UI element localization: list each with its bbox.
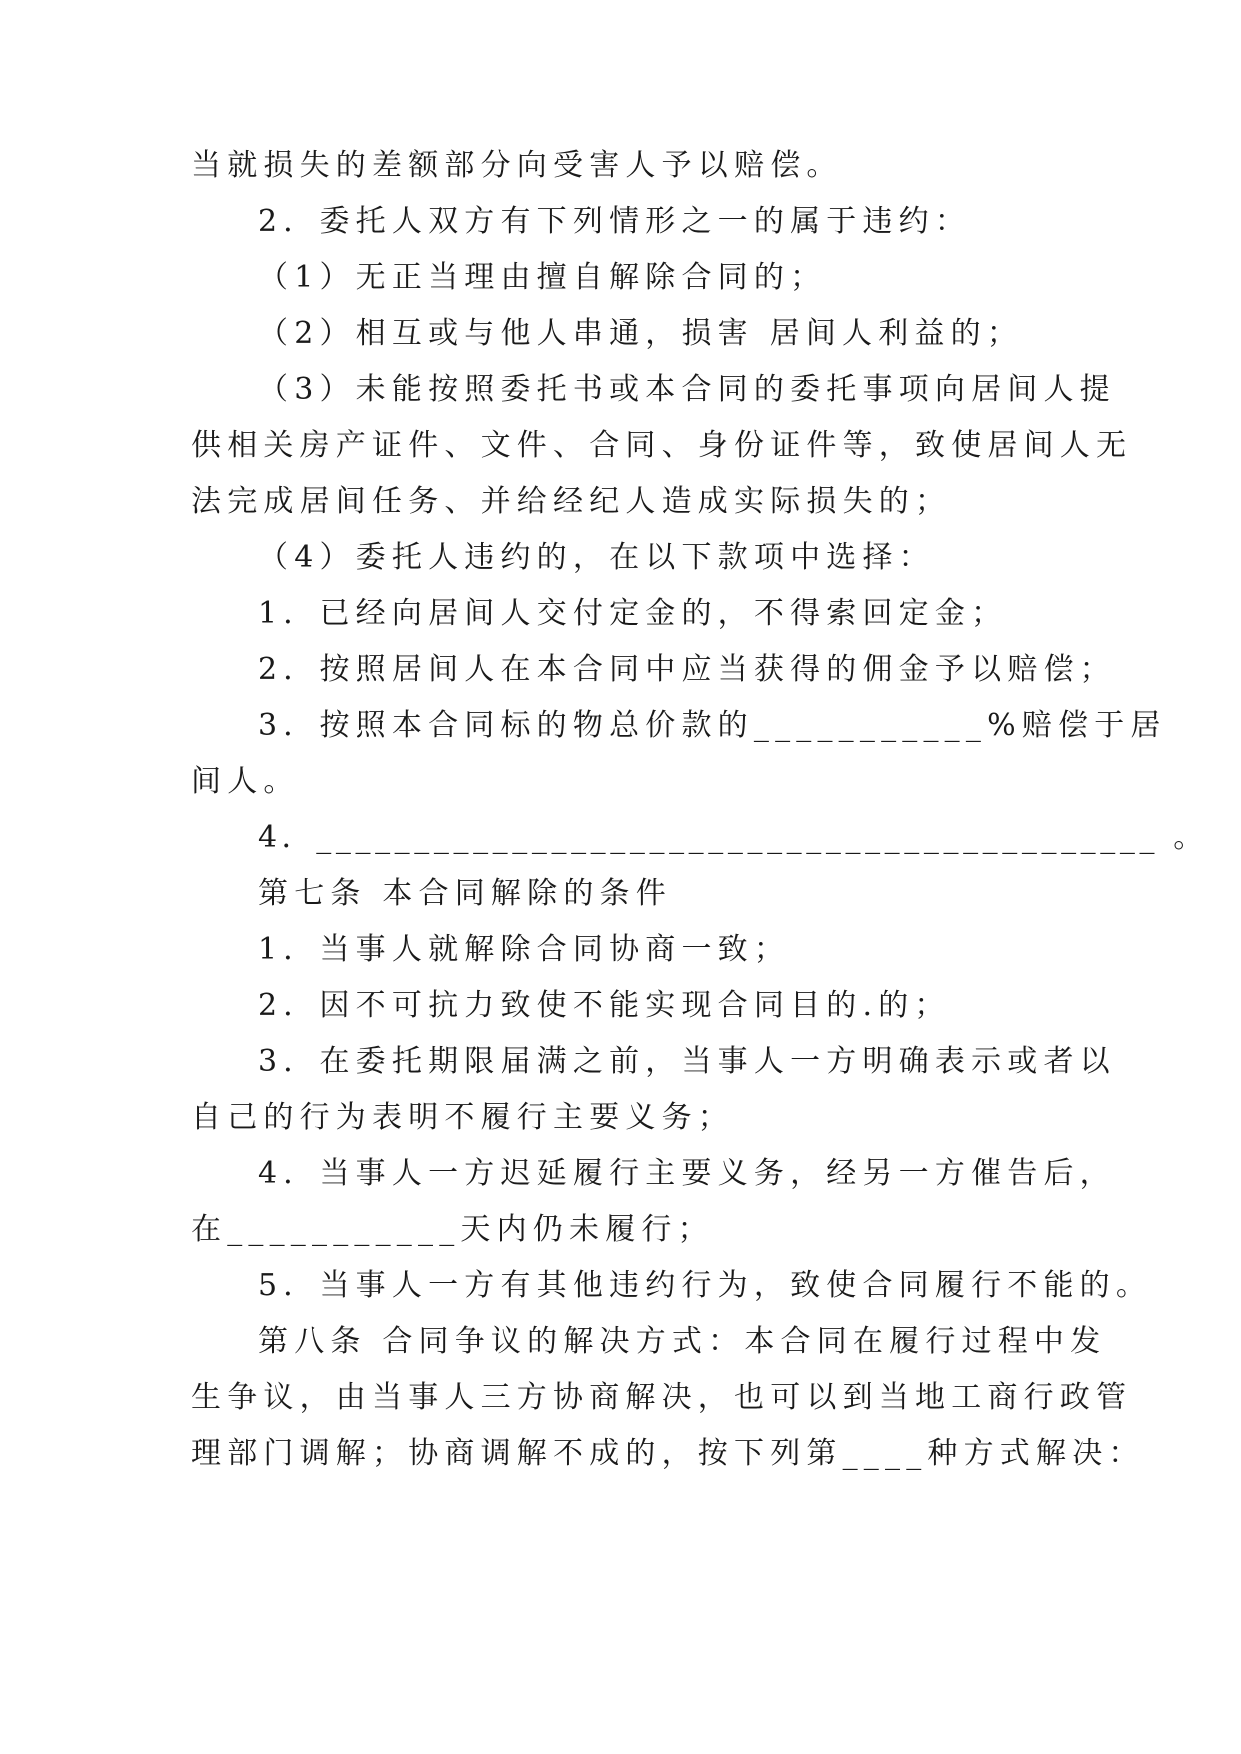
- text-line: 4．当事人一方迟延履行主要义务，经另一方催告后，: [258, 1156, 1116, 1191]
- section-heading: 第八条 合同争议的解决方式：本合同在履行过程中发: [258, 1324, 1107, 1359]
- text-line: 供相关房产证件、文件、合同、身份证件等，致使居间人无: [191, 428, 1133, 463]
- text-line: 法完成居间任务、并给经纪人造成实际损失的；: [191, 484, 952, 519]
- text-line: 1．已经向居间人交付定金的，不得索回定金；: [258, 596, 1008, 631]
- text-line: 间人。: [191, 764, 300, 799]
- text-line: 3．在委托期限届满之前，当事人一方明确表示或者以: [258, 1044, 1116, 1079]
- section-heading: 第七条 本合同解除的条件: [258, 876, 672, 911]
- text-line: 在___________天内仍未履行；: [191, 1212, 714, 1247]
- text-line: 4．___________________________________________ 。: [258, 820, 1208, 855]
- text-line: 2．因不可抗力致使不能实现合同目的.的；: [258, 988, 951, 1023]
- text-line: （2）相互或与他人串通，损害 居间人利益的；: [258, 316, 1024, 351]
- text-line: （4）委托人违约的，在以下款项中选择：: [258, 540, 935, 575]
- text-line: （1）无正当理由擅自解除合同的；: [258, 260, 827, 295]
- text-line: 1．当事人就解除合同协商一致；: [258, 932, 791, 967]
- text-line: 自己的行为表明不履行主要义务；: [191, 1100, 734, 1135]
- text-line: 5．当事人一方有其他违约行为，致使合同履行不能的。: [258, 1268, 1153, 1303]
- text-line: 生争议，由当事人三方协商解决，也可以到当地工商行政管: [191, 1380, 1133, 1415]
- text-line: 当就损失的差额部分向受害人予以赔偿。: [191, 148, 843, 183]
- text-line: 2．委托人双方有下列情形之一的属于违约：: [258, 204, 972, 239]
- text-line: 理部门调解；协商调解不成的，按下列第____种方式解决：: [191, 1436, 1145, 1471]
- text-line: 2．按照居间人在本合同中应当获得的佣金予以赔偿；: [258, 652, 1116, 687]
- text-line: 3．按照本合同标的物总价款的___________%赔偿于居: [258, 708, 1167, 743]
- text-line: （3）未能按照委托书或本合同的委托事项向居间人提: [258, 372, 1116, 407]
